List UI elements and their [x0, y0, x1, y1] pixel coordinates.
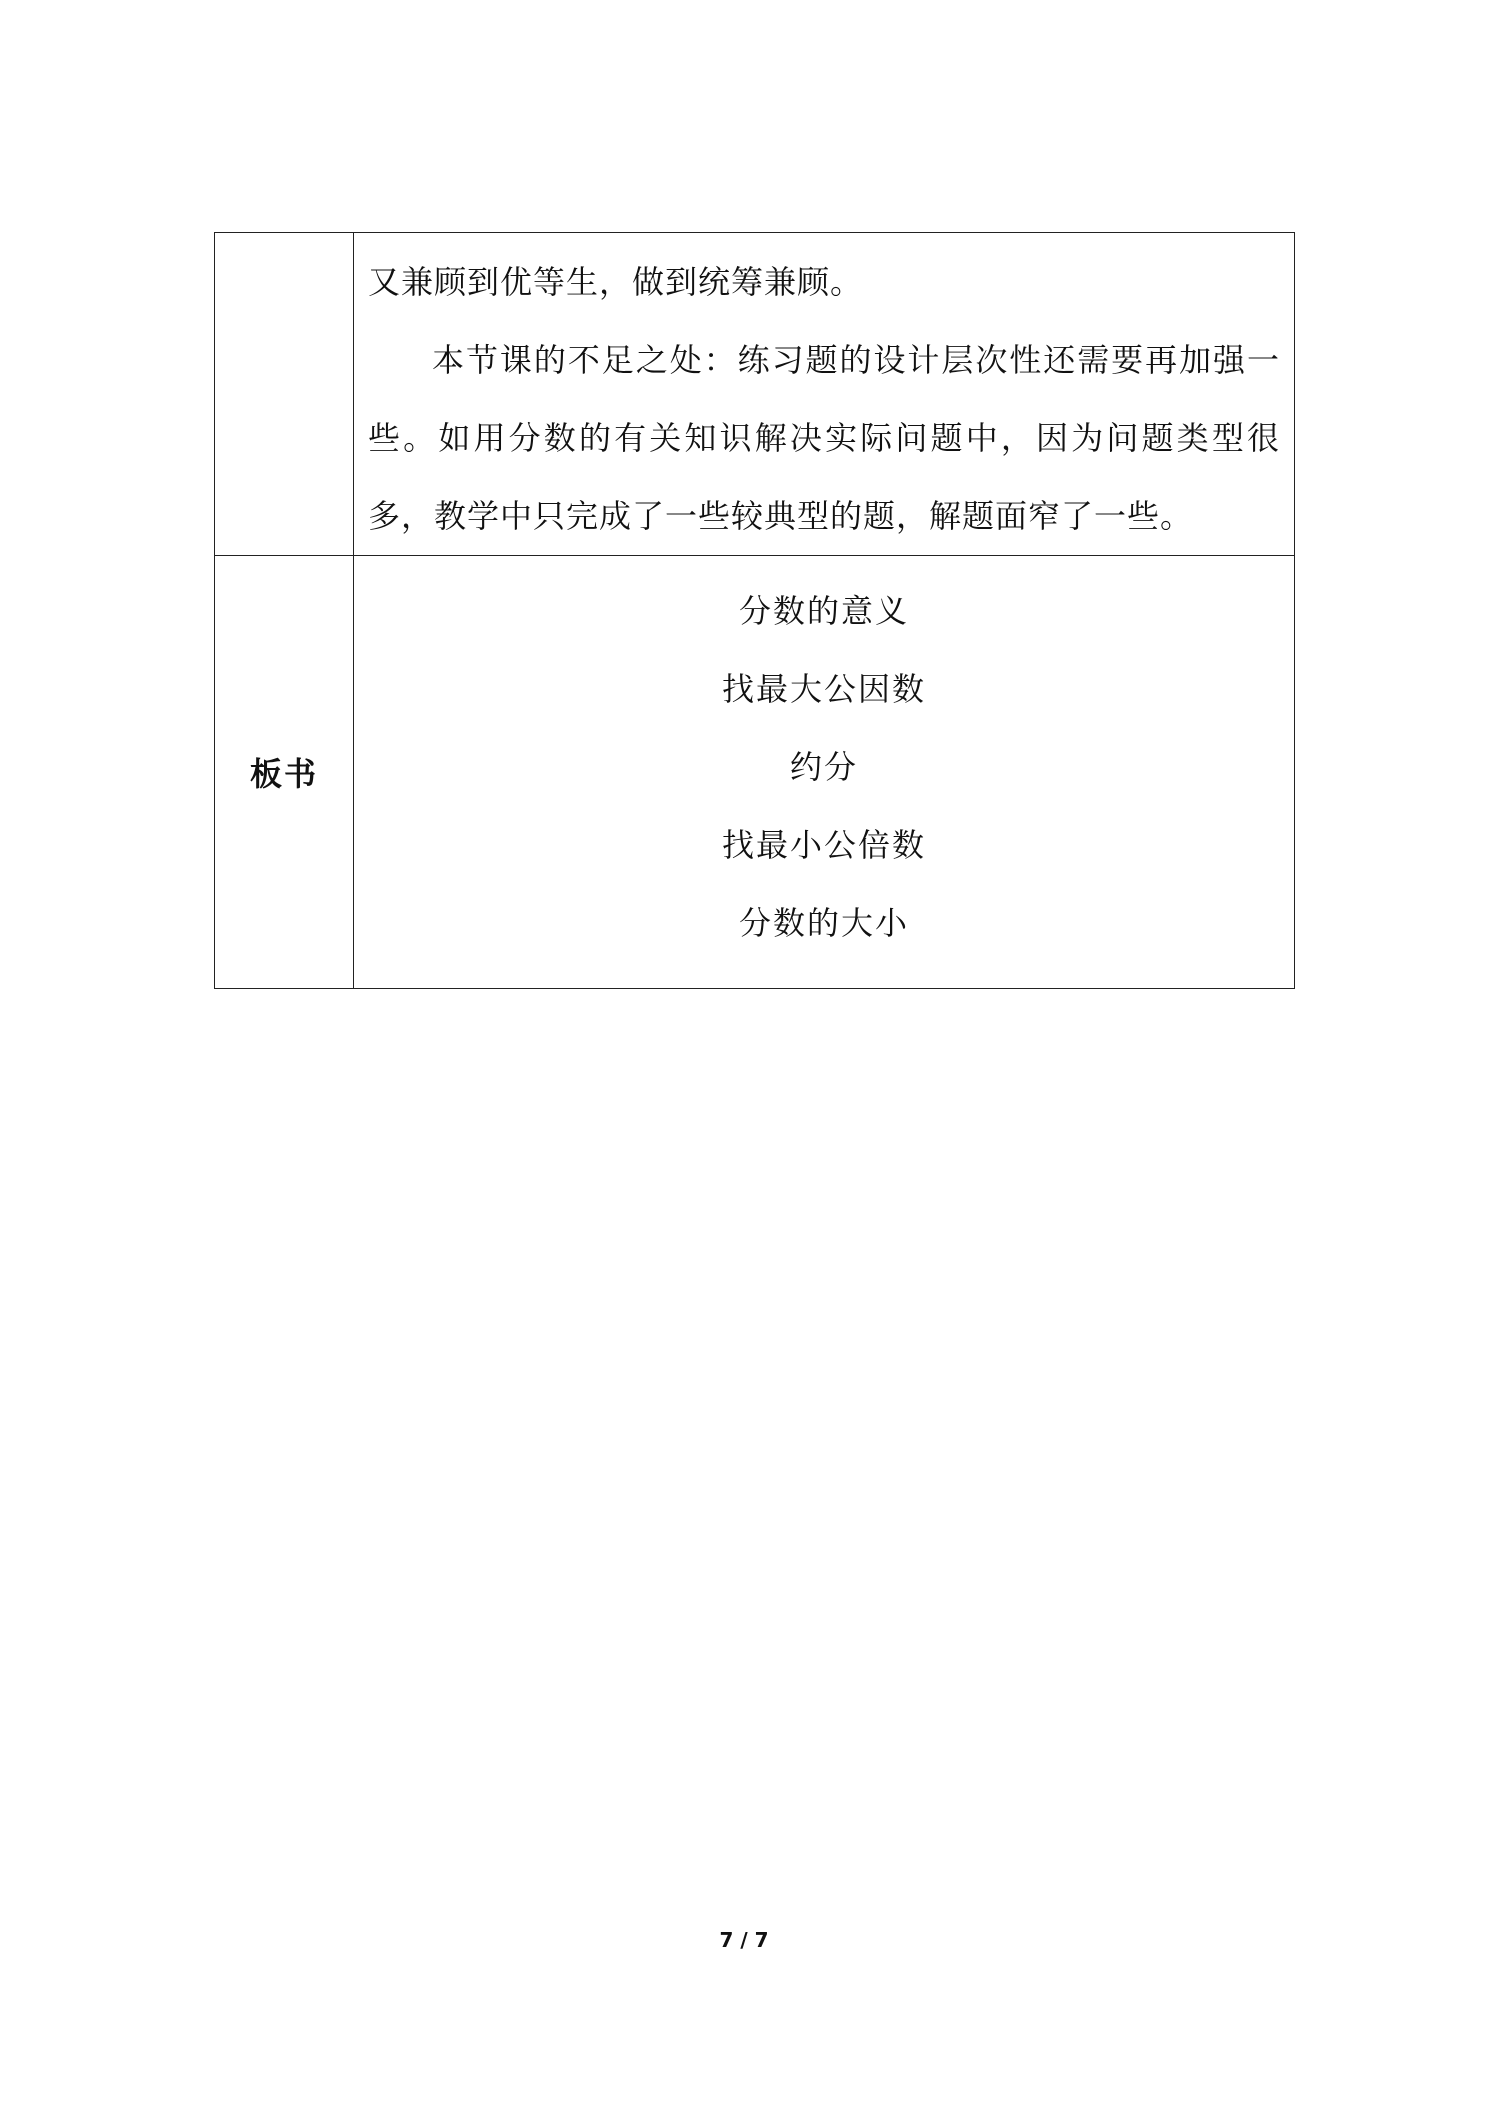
board-label: 板书: [249, 755, 318, 793]
reflection-content-cell: [354, 233, 1295, 556]
reflection-label-cell: [215, 233, 354, 556]
page-number: 7 / 7: [719, 1928, 769, 1952]
board-content-cell: [354, 556, 1295, 989]
reflection-continued-line: 又兼顾到优等生，做到统筹兼顾。: [368, 263, 864, 301]
board-label-cell: [215, 556, 354, 989]
board-line-fraction-compare: 分数的大小: [738, 904, 909, 942]
reflection-row: [215, 233, 1295, 556]
reflection-shortcomings-paragraph: 本节课的不足之处：练习题的设计层次性还需要再加强一些。如用分数的有关知识解决实际问题中，因为问题类型很多，教学中只完成了一些较典型的题，解题面窄了一些。: [368, 341, 1280, 535]
board-line-gcd: 找最大公因数: [721, 670, 926, 708]
board-row: [215, 556, 1295, 989]
board-line-fraction-meaning: 分数的意义: [738, 592, 909, 630]
board-line-reduce: 约分: [789, 748, 858, 786]
lesson-plan-table: [214, 232, 1295, 989]
board-line-lcm: 找最小公倍数: [721, 826, 926, 864]
